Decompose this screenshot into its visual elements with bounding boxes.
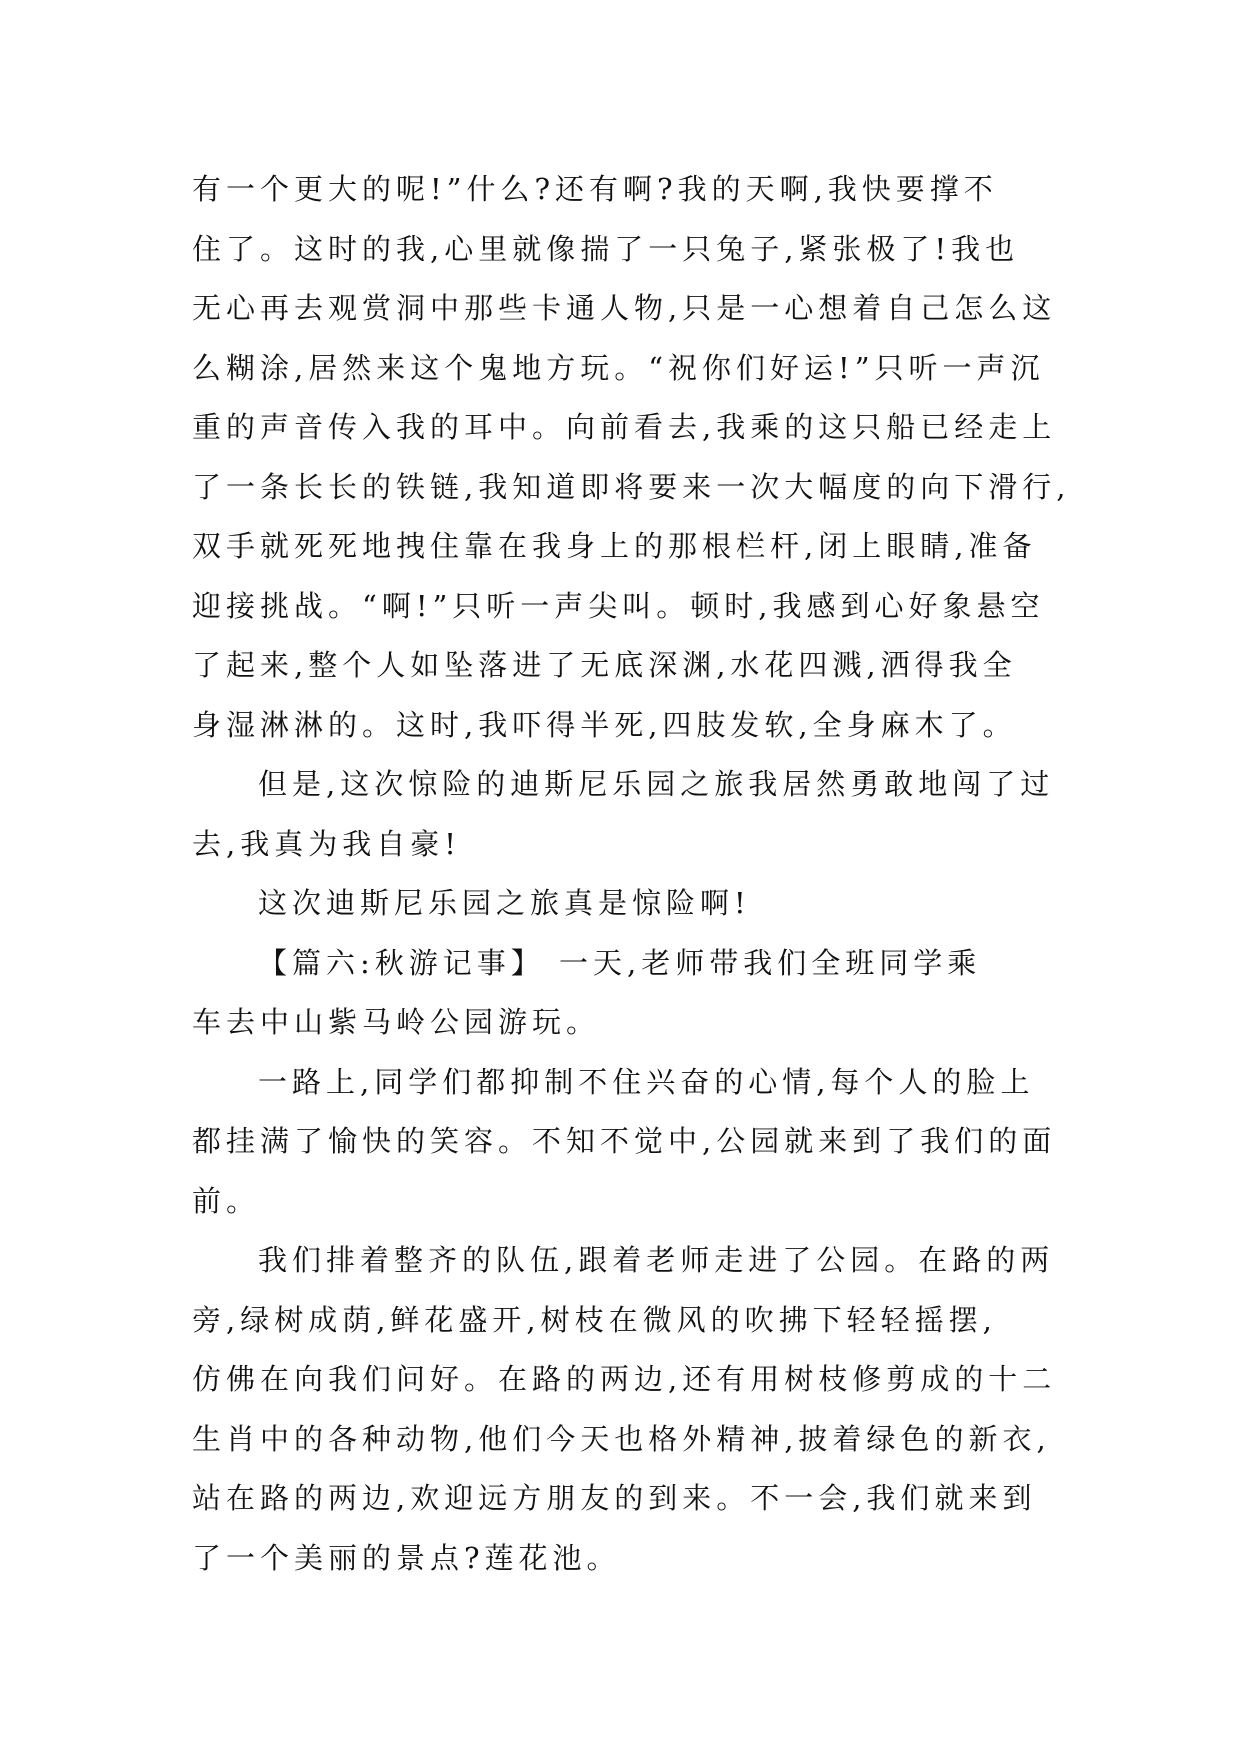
text-line: 了一个美丽的景点?莲花池。 — [192, 1540, 621, 1575]
paragraph-first-line: 一路上,同学们都抑制不住兴奋的心情,每个人的脸上 — [258, 1064, 1035, 1099]
text-line: 身湿淋淋的。这时,我吓得半死,四肢发软,全身麻木了。 — [192, 707, 1017, 742]
paragraph-first-line: 我们排着整齐的队伍,跟着老师走进了公园。在路的两 — [258, 1243, 1055, 1277]
text-line: 仿佛在向我们问好。在路的两边,还有用树枝修剪成的十二 — [192, 1362, 1057, 1396]
text-line: 旁,绿树成荫,鲜花盛开,树枝在微风的吹拂下轻轻摇摆, — [192, 1302, 997, 1337]
text-line: 无心再去观赏洞中那些卡通人物,只是一心想着自己怎么这 — [192, 291, 1057, 325]
text-line: 有一个更大的呢!”什么?还有啊?我的天啊,我快要撑不 — [192, 172, 998, 206]
text-line: 都挂满了愉快的笑容。不知不觉中,公园就来到了我们的面 — [192, 1124, 1057, 1158]
body-text — [192, 160, 1071, 1588]
text-line: 么糊涂,居然来这个鬼地方玩。“祝你们好运!”只听一声沉 — [192, 350, 1045, 385]
text-line: 前。 — [192, 1183, 261, 1218]
text-line: 了起来,整个人如坠落进了无底深渊,水花四溅,洒得我全 — [192, 648, 1017, 682]
section-heading-line: 【篇六:秋游记事】 一天,老师带我们全班同学乘 — [258, 945, 982, 980]
paragraph-first-line: 但是,这次惊险的迪斯尼乐园之旅我居然勇敢地闯了过 — [258, 767, 1055, 801]
text-line: 车去中山紫马岭公园游玩。 — [192, 1005, 601, 1039]
text-line: 重的声音传入我的耳中。向前看去,我乘的这只船已经走上 — [192, 410, 1057, 444]
text-line: 生肖中的各种动物,他们今天也格外精神,披着绿色的新衣, — [192, 1421, 1051, 1456]
text-line: 双手就死死地拽住靠在我身上的那根栏杆,闭上眼睛,准备 — [192, 529, 1037, 563]
text-line: 站在路的两边,欢迎远方朋友的到来。不一会,我们就来到 — [192, 1481, 1037, 1515]
text-line: 迎接挑战。“啊!”只听一声尖叫。顿时,我感到心好象悬空 — [192, 588, 1045, 623]
text-line: 了一条长长的铁链,我知道即将要来一次大幅度的向下滑行, — [192, 469, 1071, 504]
paragraph-first-line: 这次迪斯尼乐园之旅真是惊险啊! — [258, 886, 751, 920]
text-line: 住了。这时的我,心里就像揣了一只兔子,紧张极了!我也 — [192, 231, 1020, 266]
text-line: 去,我真为我自豪! — [192, 826, 461, 861]
